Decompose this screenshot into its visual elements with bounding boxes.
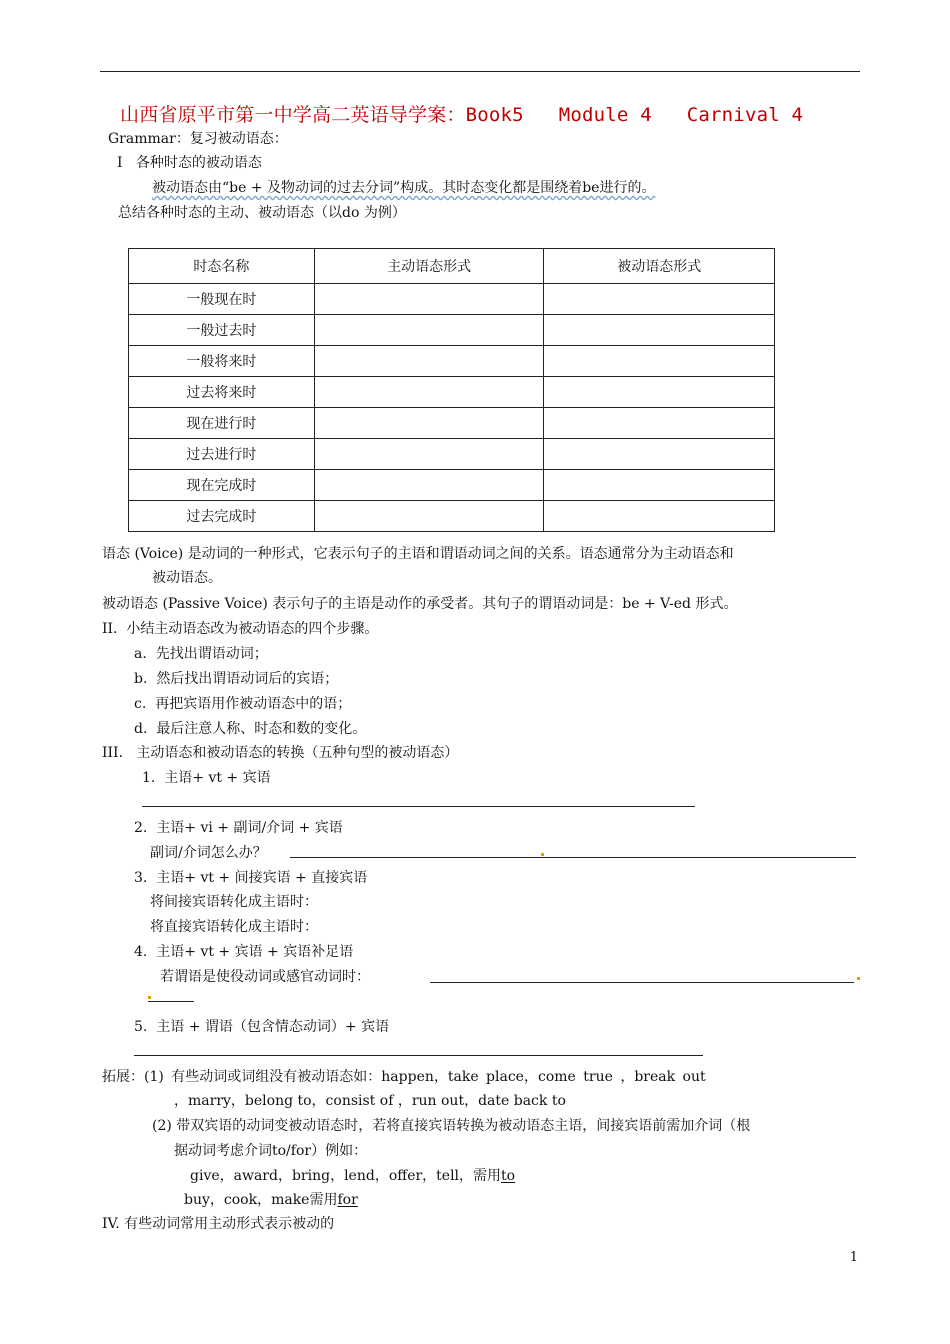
section3-heading: III. 主动语态和被动语态的转换（五种句型的被动语态）: [102, 745, 459, 761]
active-cell[interactable]: [314, 284, 544, 315]
answer-line[interactable]: [148, 1001, 194, 1002]
pattern-1: 1. 主语+ vt + 宾语: [142, 770, 271, 786]
active-cell[interactable]: [314, 408, 544, 439]
voice-def-line1: 语态 (Voice) 是动词的一种形式，它表示句子的主语和谓语动词之间的关系。语态通常分为主动语态和: [102, 546, 734, 562]
passive-cell[interactable]: [544, 377, 775, 408]
table-header: 时态名称: [129, 249, 315, 284]
tense-name: 过去完成时: [129, 501, 315, 532]
table-header: 主动语态形式: [314, 249, 544, 284]
ink-dot: [148, 996, 151, 999]
active-cell[interactable]: [314, 346, 544, 377]
passive-cell[interactable]: [544, 439, 775, 470]
extension-line3: (2) 带双宾语的动词变被动语态时，若将直接宾语转换为被动语态主语，间接宾语前需加介词（根: [152, 1118, 751, 1134]
table-row: [129, 439, 775, 470]
preposition-for: for: [337, 1192, 358, 1208]
passive-cell[interactable]: [544, 470, 775, 501]
table-row: [129, 377, 775, 408]
section1-heading: I 各种时态的被动语态: [117, 155, 262, 171]
page-title: [120, 100, 803, 127]
tense-name: 一般将来时: [129, 346, 315, 377]
table-row: [129, 470, 775, 501]
answer-line[interactable]: [142, 806, 695, 807]
pattern-3: 3. 主语+ vt + 间接宾语 + 直接宾语: [134, 870, 368, 886]
answer-line[interactable]: [430, 982, 854, 983]
tense-name: 一般现在时: [129, 284, 315, 315]
extension-line6: [184, 1189, 358, 1209]
tense-name: 现在进行时: [129, 408, 315, 439]
active-cell[interactable]: [314, 470, 544, 501]
section1-line2: 总结各种时态的主动、被动语态（以do 为例）: [118, 205, 406, 221]
top-rule: [100, 71, 860, 72]
section1-line1: 被动语态由“be + 及物动词的过去分词”构成。其时态变化都是围绕着be进行的。: [152, 180, 656, 196]
table-row: [129, 284, 775, 315]
preposition-to: to: [501, 1168, 516, 1184]
table-row: [129, 315, 775, 346]
section4-heading: IV. 有些动词常用主动形式表示被动的: [102, 1216, 335, 1232]
step-item: a. 先找出谓语动词；: [134, 646, 268, 662]
pattern-3-a: 将间接宾语转化成主语时：: [150, 894, 318, 910]
table-header-row: [129, 249, 775, 284]
extension-line4: 据动词考虑介词to/for）例如：: [174, 1143, 368, 1159]
step-item: b. 然后找出谓语动词后的宾语；: [134, 671, 339, 687]
extension-line5-text: give，award，bring，lend，offer，tell，需用: [190, 1168, 502, 1184]
active-cell[interactable]: [314, 315, 544, 346]
step-item: d. 最后注意人称、时态和数的变化。: [134, 721, 367, 737]
title-en: Book5 Module 4 Carnival 4: [465, 104, 804, 126]
passive-cell[interactable]: [544, 346, 775, 377]
extension-line1: 拓展：(1) 有些动词或词组没有被动语态如：happen，take place，come true ，break out: [102, 1069, 706, 1085]
passive-cell[interactable]: [544, 408, 775, 439]
pattern-3-b: 将直接宾语转化成主语时：: [150, 919, 318, 935]
page-number: 1: [849, 1250, 858, 1265]
ink-dot: [857, 977, 860, 980]
active-cell[interactable]: [314, 439, 544, 470]
pattern-2-question: 副词/介词怎么办？: [150, 845, 267, 861]
extension-line6-text: buy，cook，make需用: [184, 1192, 338, 1208]
table-row: [129, 408, 775, 439]
answer-line[interactable]: [290, 857, 856, 858]
pattern-2: 2. 主语+ vi + 副词/介词 + 宾语: [134, 820, 343, 836]
tense-name: 一般过去时: [129, 315, 315, 346]
table-row: [129, 501, 775, 532]
active-cell[interactable]: [314, 501, 544, 532]
section2-heading: II. 小结主动语态改为被动语态的四个步骤。: [102, 621, 379, 637]
passive-cell[interactable]: [544, 501, 775, 532]
grammar-heading: Grammar：复习被动语态：: [108, 131, 288, 147]
tense-name: 现在完成时: [129, 470, 315, 501]
ink-dot: [541, 853, 544, 856]
title-cn: 山西省原平市第一中学高二英语导学案：: [120, 104, 466, 126]
voice-def-line2: 被动语态。: [152, 570, 222, 586]
tense-name: 过去将来时: [129, 377, 315, 408]
tense-table: [128, 248, 775, 532]
step-item: c. 再把宾语用作被动语态中的语；: [134, 696, 352, 712]
voice-def-line3: 被动语态 (Passive Voice) 表示句子的主语是动作的承受者。其句子的谓语动词是：be + V-ed 形式。: [102, 596, 738, 612]
active-cell[interactable]: [314, 377, 544, 408]
passive-cell[interactable]: [544, 284, 775, 315]
pattern-4: 4. 主语+ vt + 宾语 + 宾语补足语: [134, 944, 354, 960]
answer-line[interactable]: [134, 1055, 703, 1056]
pattern-4-question: 若谓语是使役动词或感官动词时：: [160, 969, 370, 985]
pattern-5: 5. 主语 + 谓语（包含情态动词）+ 宾语: [134, 1019, 390, 1035]
table-header: 被动语态形式: [544, 249, 775, 284]
table-row: [129, 346, 775, 377]
passive-cell[interactable]: [544, 315, 775, 346]
extension-line5: [190, 1165, 515, 1185]
extension-line2: ，marry，belong to，consist of ，run out，date back to: [174, 1093, 566, 1109]
tense-name: 过去进行时: [129, 439, 315, 470]
